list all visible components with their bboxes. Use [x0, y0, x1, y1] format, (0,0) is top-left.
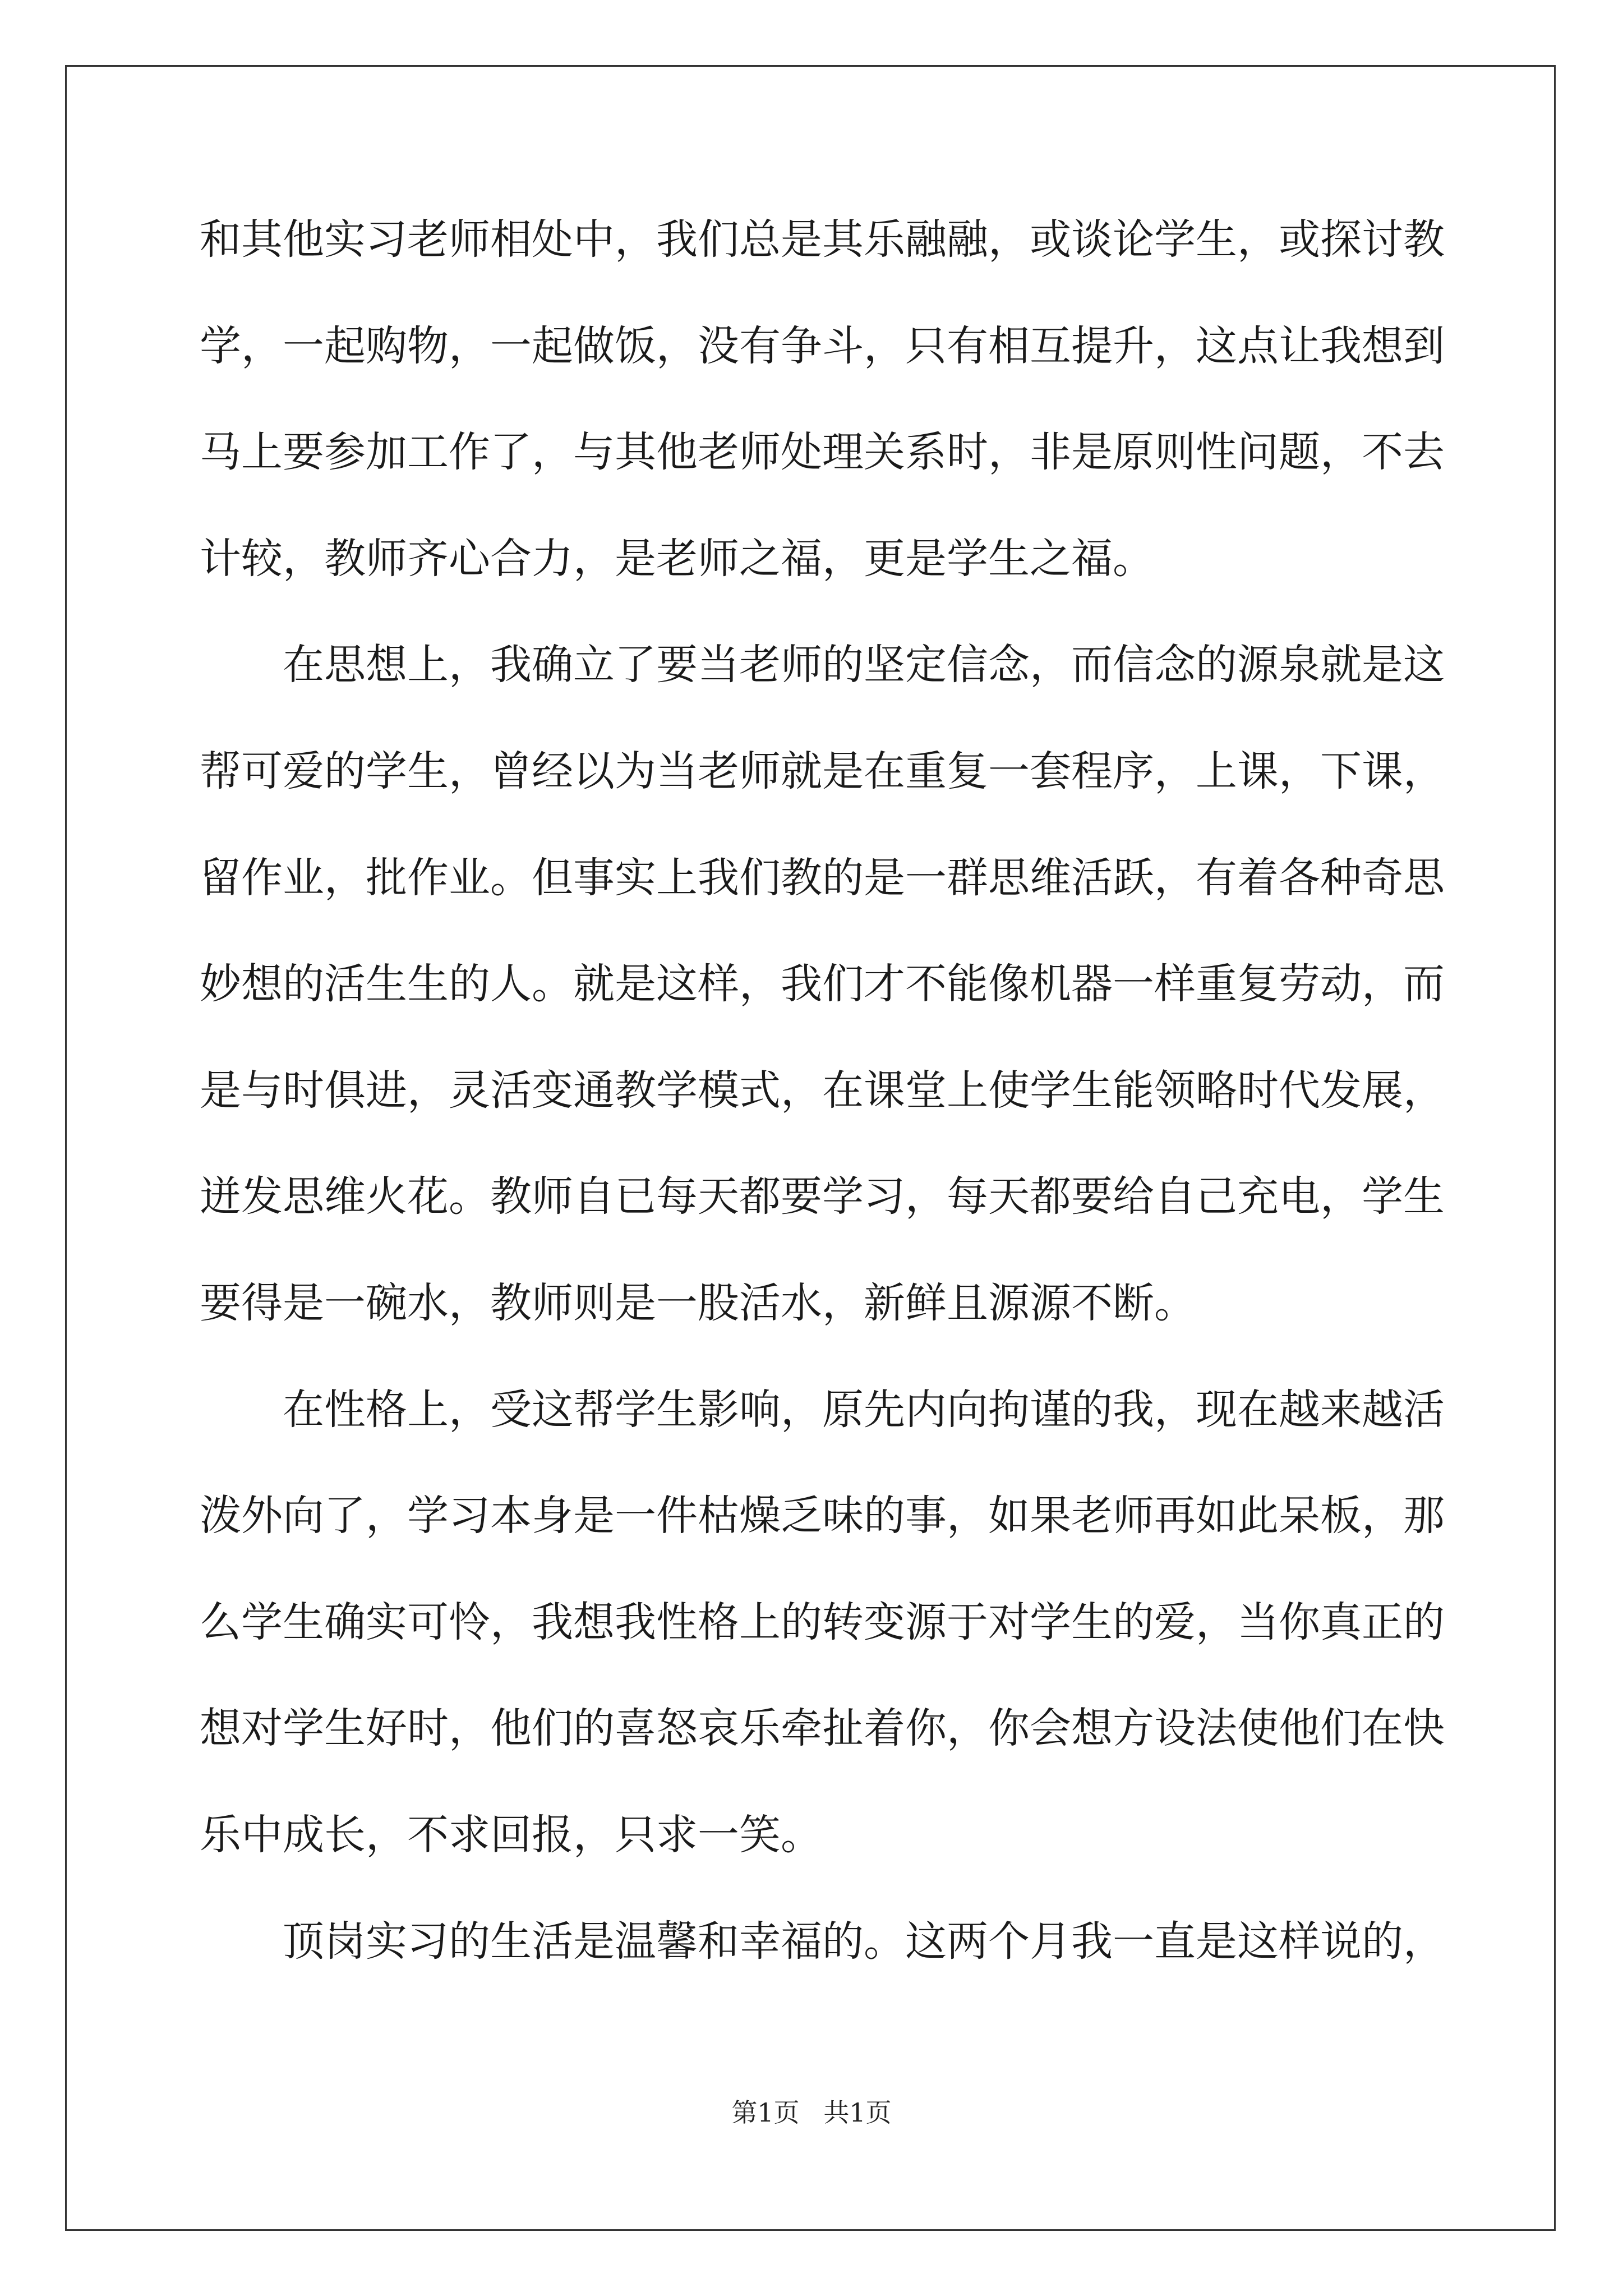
text-line: 和其他实习老师相处中，我们总是其乐融融，或谈论学生，或探讨教 — [200, 215, 1445, 264]
text-line: 帮可爱的学生，曾经以为当老师就是在重复一套程序，上课，下课， — [200, 747, 1445, 795]
text-line: 学，一起购物，一起做饭，没有争斗，只有相互提升，这点让我想到 — [200, 321, 1445, 370]
document-body — [200, 215, 1445, 2027]
text-line: 要得是一碗水，教师则是一股活水，新鲜且源源不断。 — [200, 1278, 1196, 1327]
text-line: 泼外向了，学习本身是一件枯燥乏味的事，如果老师再如此呆板，那 — [200, 1492, 1445, 1540]
text-line: 顶岗实习的生活是温馨和幸福的。这两个月我一直是这样说的， — [283, 1917, 1445, 1966]
page-footer — [0, 2092, 1623, 2129]
text-line: 是与时俱进，灵活变通教学模式，在课堂上使学生能领略时代发展， — [200, 1066, 1445, 1115]
text-line: 在性格上，受这帮学生影响，原先内向拘谨的我，现在越来越活 — [283, 1385, 1445, 1434]
text-line: 留作业，批作业。但事实上我们教的是一群思维活跃，有着各种奇思 — [200, 853, 1445, 902]
text-line: 迸发思维火花。教师自已每天都要学习，每天都要给自己充电，学生 — [200, 1172, 1445, 1221]
page-number: 第1页 — [731, 2097, 800, 2128]
text-line: 妙想的活生生的人。就是这样，我们才不能像机器一样重复劳动，而 — [200, 960, 1445, 1009]
text-line: 计较，教师齐心合力，是老师之福，更是学生之福。 — [200, 534, 1154, 583]
text-line: 想对学生好时，他们的喜怒哀乐牵扯着你，你会想方设法使他们在快 — [200, 1704, 1445, 1753]
text-line: 么学生确实可怜，我想我性格上的转变源于对学生的爱，当你真正的 — [200, 1598, 1445, 1646]
page-total: 共1页 — [823, 2097, 892, 2128]
text-line: 在思想上，我确立了要当老师的坚定信念，而信念的源泉就是这 — [283, 641, 1445, 689]
text-line: 马上要参加工作了，与其他老师处理关系时，非是原则性问题，不去 — [200, 428, 1445, 477]
text-line: 乐中成长，不求回报，只求一笑。 — [200, 1810, 822, 1859]
